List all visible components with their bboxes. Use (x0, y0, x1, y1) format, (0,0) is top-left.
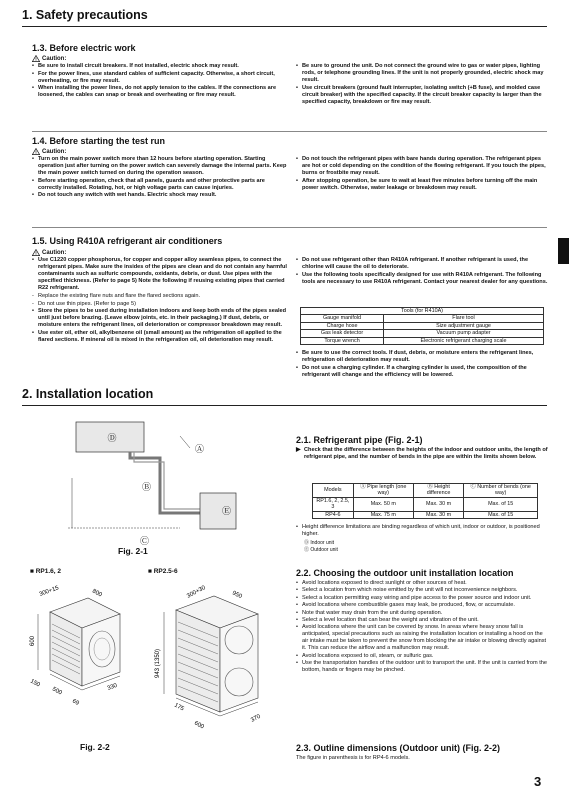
tools-table (300, 307, 544, 345)
list-item: • Select a location from which noise emitted by the unit will not inconvenience neighbors. (296, 587, 548, 594)
list-item: • Do not touch the refrigerant pipes with bare hands during operation. The refrigerant pipes are hot or cold depending on the condition of the flowing refrigerant. If you touch the pipes, burns or frostbite may result. (296, 156, 548, 177)
subsection-heading: 1.5. Using R410A refrigerant air conditioners (32, 236, 223, 246)
dimension-label: 600 (30, 635, 36, 646)
s15-right-column-2 (296, 350, 548, 379)
figure-caption: Fig. 2-2 (80, 742, 110, 752)
model-label-left: ■ RP1.6, 2 (30, 568, 62, 575)
label-b: Ⓑ (142, 482, 152, 492)
warning-icon (32, 55, 40, 62)
list-item: • Be sure to ground the unit. Do not connect the ground wire to gas or water pipes, lighting rods, or telephone grounding lines. If the unit is not properly grounded, electric shock may result. (296, 63, 548, 84)
figure-caption: Fig. 2-1 (118, 546, 148, 556)
subsection-heading: 2.3. Outline dimensions (Outdoor unit) (Fig. 2-2) (296, 743, 500, 753)
list-item: • Note that water may drain from the unit during operation. (296, 610, 548, 617)
table-row: Torque wrench Electronic refrigerant charging scale (301, 337, 544, 344)
list-item: • Do not touch any switch with wet hands. Electric shock may result. (32, 192, 287, 199)
table-row: Gas leak detector Vacuum pump adapter (301, 330, 544, 337)
subsection-heading: 1.4. Before starting the test run (32, 136, 166, 146)
table-row: RP4-6 Max. 75 m Max. 30 m Max. of 15 (313, 511, 538, 518)
dimension-label: 69 (71, 698, 80, 707)
table-row: RP1.6, 2, 2.5, 3 Max. 50 m Max. 30 m Max. of 15 (313, 497, 538, 511)
s15-left-column (32, 257, 287, 345)
outdoor-unit-small-drawing (28, 578, 140, 708)
table-header-row: Models Ⓐ Pipe length (one way) Ⓑ Height difference Ⓒ Number of bends (one way) (313, 484, 538, 498)
list-item: • After stopping operation, be sure to wait at least five minutes before turning off the main power switch. Otherwise, water leakage or breakdown may result. (296, 178, 548, 192)
dimension-label: 600 (193, 720, 205, 731)
dimension-label: 300+15 (38, 585, 60, 598)
dimension-label: 500 (51, 686, 63, 697)
caution-label: Caution: (32, 249, 66, 256)
list-item: • Before starting operation, check that all panels, guards and other protective parts are correctly installed. Rotating, hot, or high voltage parts can cause injuries. (32, 178, 287, 192)
list-item: • Be sure to install circuit breakers. If not installed, electric shock may result. (32, 63, 287, 70)
label-d: Ⓓ (107, 433, 117, 443)
table-title: Tools (for R410A) (301, 308, 544, 315)
outdoor-unit-large-drawing (148, 578, 278, 738)
s14-left-column (32, 156, 287, 200)
dimension-label: 370 (250, 713, 262, 724)
list-item: • Do not use a charging cylinder. If a charging cylinder is used, the composition of the refrigerant will change and the efficiency will be lowered. (296, 365, 548, 379)
subsection-heading: 2.1. Refrigerant pipe (Fig. 2-1) (296, 435, 423, 445)
list-item: • Avoid locations where the unit can be covered by snow. In areas where heavy snow fall is anticipated, special precautions such as raising the installation location or installing a hood on the air intake must be taken to prevent the snow from blocking the air intake or blowing directly against it. This can reduce the airflow and a malfunction may result. (296, 624, 548, 652)
label-e: Ⓔ (222, 506, 232, 516)
list-item: • Select a location permitting easy wiring and pipe access to the power source and indoor unit. (296, 595, 548, 602)
legend: Ⓓ Indoor unit Ⓔ Outdoor unit (304, 540, 338, 553)
warning-icon (32, 249, 40, 256)
caution-label: Caution: (32, 55, 66, 62)
parenthesis-note: The figure in parenthesis is for RP4-6 models. (296, 755, 410, 761)
dimension-label: 800 (91, 588, 103, 599)
chapter-tab (558, 238, 569, 264)
s13-left-column (32, 63, 287, 100)
list-item: • Avoid locations exposed to oil, steam, or sulfuric gas. (296, 653, 548, 660)
height-note: • Height difference limitations are binding regardless of which unit, indoor or outdoor, is positioned higher. (296, 524, 548, 539)
list-item: • Use C1220 copper phosphorus, for copper and copper alloy seamless pipes, to connect the refrigerant pipes. Make sure the insides of the pipes are clean and do not contain any harmful contaminants such as sulfuric compounds, oxidants, debris, or dust. Use pipes with the specified thickness. (Refer to page 5) Note the following if reusing existing pipes that carried R22 refrigerant. (32, 257, 287, 292)
list-item: • Store the pipes to be used during installation indoors and keep both ends of the pipes sealed until just before brazing. (Leave elbow joints, etc. in their packaging.) If dust, debris, or moisture enters the refrigerant lines, oil deterioration or compressor breakdown may result. (32, 308, 287, 329)
list-item: • Avoid locations where combustible gases may leak, be produced, flow, or accumulate. (296, 602, 548, 609)
warning-icon (32, 148, 40, 155)
list-item: • Use circuit breakers (ground fault interrupter, isolating switch (+B fuse), and molded case circuit breaker) with the specified capacity. If the circuit breaker capacity is larger than the specified capacity, breakdown or fire may result. (296, 85, 548, 106)
list-item: • Use the transportation handles of the outdoor unit to transport the unit. If the unit is carried from the bottom, hands or fingers may be pinched. (296, 660, 548, 674)
caution-label: Caution: (32, 148, 66, 155)
dimension-label: 330 (106, 682, 119, 692)
section-title: 1. Safety precautions (22, 8, 148, 22)
subsection-heading: 1.3. Before electric work (32, 43, 136, 53)
s15-right-column (296, 257, 548, 286)
s14-right-column (296, 156, 548, 192)
list-item: • Use ester oil, ether oil, alkylbenzene oil (small amount) as the refrigeration oil applied to the flared sections. If mineral oil is mixed in the refrigeration oil, oil deterioration may result. (32, 330, 287, 344)
list-item: • Be sure to use the correct tools. If dust, debris, or moisture enters the refrigerant lines, refrigeration oil deterioration may result. (296, 350, 548, 364)
table-row: Gauge manifold Flare tool (301, 315, 544, 322)
table-row: Charge hose Size adjustment gauge (301, 322, 544, 329)
pipe-limits-table (312, 483, 538, 519)
list-item: - Do not use thin pipes. (Refer to page 5) (32, 301, 287, 308)
list-item: • For the power lines, use standard cables of sufficient capacity. Otherwise, a short circuit, overheating, or fire may result. (32, 71, 287, 85)
list-item: • Select a level location that can bear the weight and vibration of the unit. (296, 617, 548, 624)
dimension-label: 943 (1350) (155, 648, 161, 678)
location-list (296, 580, 548, 674)
s13-right-column (296, 63, 548, 107)
dimension-label: 300+30 (186, 584, 207, 600)
page-number: 3 (534, 774, 542, 789)
label-c: Ⓒ (140, 536, 150, 546)
section-title: 2. Installation location (22, 387, 154, 401)
label-a: Ⓐ (195, 444, 205, 454)
divider (32, 131, 547, 132)
dimension-label: 175 (173, 702, 185, 713)
section-rule (22, 26, 547, 27)
dimension-label: 950 (231, 590, 243, 601)
divider (32, 227, 547, 228)
list-item: • Do not use refrigerant other than R410A refrigerant. If another refrigerant is used, the chlorine will cause the oil to deteriorate. (296, 257, 548, 271)
instruction-text: ▶ Check that the difference between the heights of the indoor and outdoor units, the length of refrigerant pipe, and the number of bends in the pipe are within the limits shown below. (296, 447, 548, 461)
section-rule (22, 405, 547, 406)
list-item: - Replace the existing flare nuts and flare the flared sections again. (32, 293, 287, 300)
subsection-heading: 2.2. Choosing the outdoor unit installation location (296, 568, 514, 578)
list-item: • Turn on the main power switch more than 12 hours before starting operation. Starting operation just after turning on the power switch can severely damage the internal parts. Keep the main power switch turned on during the operation season. (32, 156, 287, 177)
arrow-icon: ▶ (296, 447, 301, 453)
list-item: • Use the following tools specifically designed for use with R410A refrigerant. The following tools are necessary to use R410A refrigerant. Contact your nearest dealer for any questions. (296, 272, 548, 286)
dimension-label: 150 (29, 678, 41, 689)
model-label-right: ■ RP2.5-6 (148, 568, 178, 575)
fig-2-1-diagram (60, 418, 270, 558)
list-item: • When installing the power lines, do not apply tension to the cables. If the connections are loosened, the cables can snap or break and overheating or fire may result. (32, 85, 287, 99)
list-item: • Avoid locations exposed to direct sunlight or other sources of heat. (296, 580, 548, 587)
